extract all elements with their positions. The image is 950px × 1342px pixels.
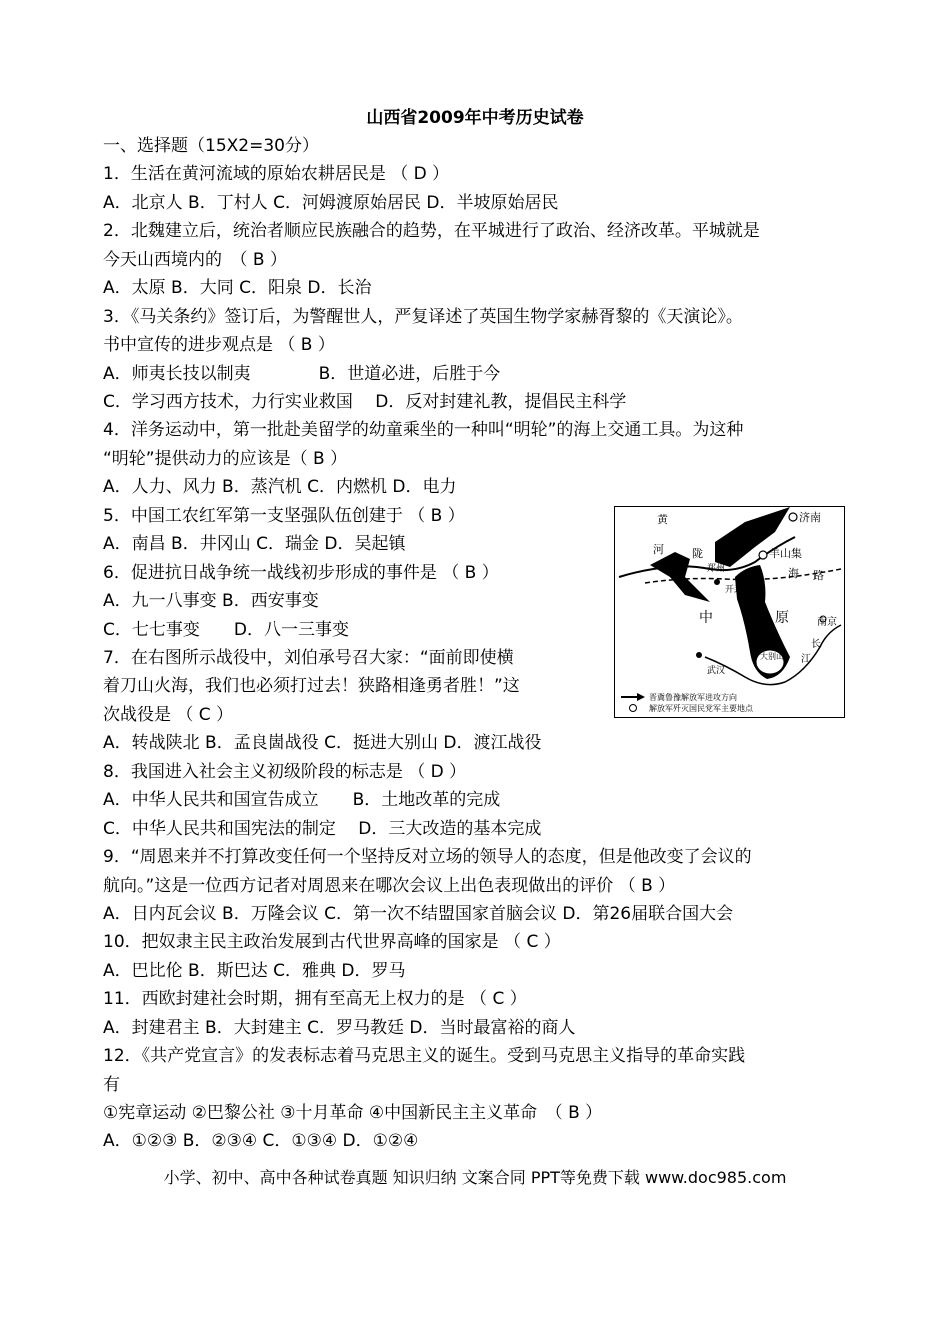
label-lu: 路	[813, 569, 824, 582]
question-7: 7．在右图所示战役中，刘伯承号召大家：“面前即使横	[103, 648, 514, 668]
question-12-cont: 有	[103, 1075, 120, 1095]
page-title: 山西省2009年中考历史试卷	[366, 108, 584, 128]
question-6: 6．促进抗日战争统一战线初步形成的事件是 （ B ）	[103, 563, 499, 583]
kaifeng-marker	[740, 577, 746, 583]
label-zhengzhou: 郑州	[707, 564, 726, 574]
label-yangshanji: 羊山集	[769, 547, 802, 560]
legend-circle-icon	[630, 705, 637, 712]
question-10-options: A．巴比伦 B．斯巴达 C．雅典 D．罗马	[103, 961, 406, 981]
question-9-cont: 航向。”这是一位西方记者对周恩来在哪次会议上出色表现做出的评价 （ B ）	[103, 876, 676, 896]
question-3: 3．《马关条约》签订后，为警醒世人，严复译述了英国生物学家赫胥黎的《天演论》。	[103, 307, 743, 327]
question-2-cont: 今天山西境内的 （ B ）	[103, 250, 287, 270]
section-heading: 一、选择题（15X2=30分）	[103, 136, 319, 156]
question-12-items: ①宪章运动 ②巴黎公社 ③十月革命 ④中国新民主主义革命 （ B ）	[103, 1103, 603, 1123]
question-10: 10．把奴隶主民主政治发展到古代世界高峰的国家是 （ C ）	[103, 932, 561, 952]
lake-marker	[696, 652, 702, 658]
label-jiang: 江	[801, 654, 811, 665]
question-1: 1．生活在黄河流域的原始农耕居民是 （ D ）	[103, 164, 450, 184]
battle-map	[614, 506, 845, 718]
question-11-options: A．封建君主 B．大封建主 C．罗马教廷 D．当时最富裕的商人	[103, 1018, 576, 1038]
question-3-options-cd: C．学习西方技术，力行实业救国 D．反对封建礼教，提倡民主科学	[103, 392, 627, 412]
legend-battle: 解放军歼灭国民党军主要地点	[649, 704, 753, 713]
label-kaifeng: 开封	[725, 585, 744, 595]
page-footer: 小学、初中、高中各种试卷真题 知识归纳 文案合同 PPT等免费下载 www.doc985.com	[163, 1168, 787, 1187]
label-wuhan: 武汉	[707, 666, 726, 676]
legend-arrow-icon	[621, 693, 645, 701]
legend-attack: 晋冀鲁豫解放军进攻方向	[649, 693, 737, 702]
question-2-options: A．太原 B．大同 C．阳泉 D．长治	[103, 278, 372, 298]
question-12: 12．《共产党宣言》的发表标志着马克思主义的诞生。受到马克思主义指导的革命实践	[103, 1046, 746, 1066]
label-nanjing: 南京	[817, 617, 837, 628]
question-11: 11．西欧封建社会时期，拥有至高无上权力的是 （ C ）	[103, 989, 527, 1009]
zhengzhou-marker	[714, 579, 720, 585]
label-he: 河	[653, 543, 664, 556]
question-5-options: A．南昌 B．井冈山 C．瑞金 D．吴起镇	[103, 534, 406, 554]
question-12-options: A．①②③ B．②③④ C．①③④ D．①②④	[103, 1131, 419, 1151]
label-chang: 长	[811, 639, 821, 650]
battle-map-svg	[615, 507, 843, 716]
question-2: 2．北魏建立后，统治者顺应民族融合的趋势，在平城进行了政治、经济改革。平城就是	[103, 221, 760, 241]
question-3-cont: 书中宣传的进步观点是 （ B ）	[103, 335, 335, 355]
label-huang: 黄	[657, 513, 668, 526]
label-hai: 海	[788, 567, 799, 580]
yangshanji-marker	[759, 551, 767, 559]
jinan-marker	[789, 513, 797, 521]
question-6-options-cd: C．七七事变 D．八一三事变	[103, 620, 349, 640]
question-5: 5．中国工农红军第一支坚强队伍创建于 （ B ）	[103, 506, 465, 526]
question-1-options: A．北京人 B．丁村人 C．河姆渡原始居民 D．半坡原始居民	[103, 193, 559, 213]
label-yuan: 原	[775, 610, 789, 626]
question-8: 8．我国进入社会主义初级阶段的标志是 （ D ）	[103, 762, 467, 782]
question-7-options: A．转战陕北 B．孟良崮战役 C．挺进大别山 D．渡江战役	[103, 733, 542, 753]
label-long: 陇	[692, 547, 703, 560]
question-9-options: A．日内瓦会议 B．万隆会议 C．第一次不结盟国家首脑会议 D．第26届联合国大会	[103, 904, 734, 924]
question-9: 9．“周恩来并不打算改变任何一个坚持反对立场的领导人的态度，但是他改变了会议的	[103, 847, 752, 867]
question-4-cont: “明轮”提供动力的应该是（ B ）	[103, 449, 348, 469]
label-dabieshan: 大别山	[760, 652, 784, 661]
question-6-options-ab: A．九一八事变 B．西安事变	[103, 591, 319, 611]
question-8-options-ab: A．中华人民共和国宣告成立 B．土地改革的完成	[103, 790, 501, 810]
label-zhong: 中	[699, 610, 713, 626]
question-4-options: A．人力、风力 B．蒸汽机 C．内燃机 D．电力	[103, 477, 457, 497]
question-8-options-cd: C．中华人民共和国宪法的制定 D．三大改造的基本完成	[103, 819, 542, 839]
question-7-cont2: 次战役是 （ C ）	[103, 705, 234, 725]
question-3-options-ab: A．师夷长技以制夷 B．世道必进，后胜于今	[103, 364, 501, 384]
label-jinan: 济南	[799, 511, 821, 524]
question-7-cont: 着刀山火海，我们也必须打过去！狭路相逢勇者胜！”这	[103, 676, 520, 696]
question-4: 4．洋务运动中，第一批赴美留学的幼童乘坐的一种叫“明轮”的海上交通工具。为这种	[103, 420, 744, 440]
